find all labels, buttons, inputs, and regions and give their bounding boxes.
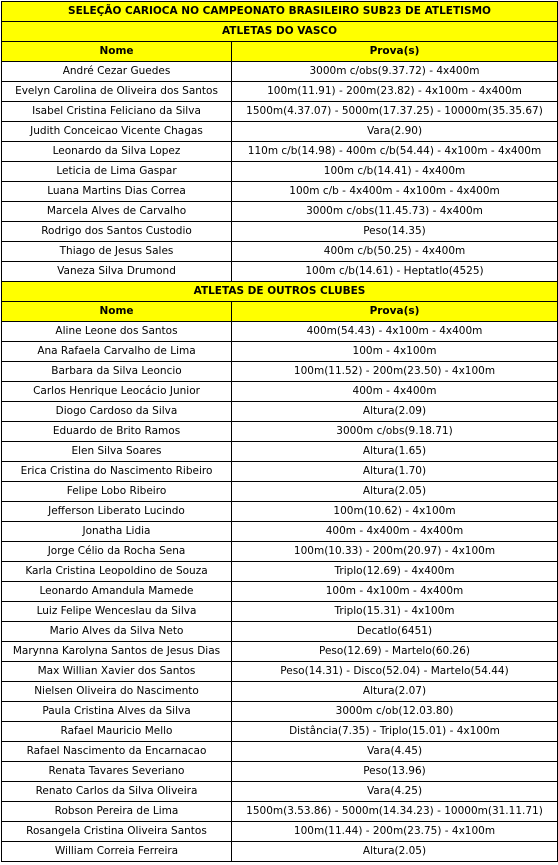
athlete-events: Altura(1.70) [232,462,558,482]
athlete-events: 100m c/b(14.61) - Heptatlo(4525) [232,262,558,282]
athlete-events: Triplo(12.69) - 4x400m [232,562,558,582]
athlete-name: Nielsen Oliveira do Nascimento [2,682,232,702]
athlete-events: Peso(13.96) [232,762,558,782]
table-row [2,522,558,542]
athlete-name: William Correia Ferreira [2,842,232,862]
athlete-events: 100m(11.44) - 200m(23.75) - 4x100m [232,822,558,842]
athlete-events: 3000m c/obs(9.18.71) [232,422,558,442]
table-row [2,642,558,662]
athlete-name: Judith Conceicao Vicente Chagas [2,122,232,142]
column-header-row [2,42,558,62]
athlete-events: 100m(10.62) - 4x100m [232,502,558,522]
table-row [2,562,558,582]
table-row [2,842,558,862]
athlete-name: Renato Carlos da Silva Oliveira [2,782,232,802]
table-row [2,542,558,562]
table-row [2,502,558,522]
table-row [2,222,558,242]
athlete-events: 110m c/b(14.98) - 400m c/b(54.44) - 4x100m - 4x400m [232,142,558,162]
athlete-events: Altura(2.05) [232,842,558,862]
athlete-events: Altura(2.09) [232,402,558,422]
athlete-name: Jonatha Lidia [2,522,232,542]
table-row [2,702,558,722]
column-header-name: Nome [2,302,232,322]
athlete-events: Vara(4.45) [232,742,558,762]
table-row [2,142,558,162]
athlete-name: Felipe Lobo Ribeiro [2,482,232,502]
athlete-name: Paula Cristina Alves da Silva [2,702,232,722]
athlete-events: 100m(11.91) - 200m(23.82) - 4x100m - 4x400m [232,82,558,102]
table-row [2,622,558,642]
athlete-events: 3000m c/obs(9.37.72) - 4x400m [232,62,558,82]
athlete-events: 100m(10.33) - 200m(20.97) - 4x100m [232,542,558,562]
athlete-events: 1500m(3.53.86) - 5000m(14.34.23) - 10000m(31.11.71) [232,802,558,822]
athlete-events: Altura(2.05) [232,482,558,502]
athlete-name: Vaneza Silva Drumond [2,262,232,282]
athlete-events: 400m c/b(50.25) - 4x400m [232,242,558,262]
athlete-name: Jorge Célio da Rocha Sena [2,542,232,562]
table-row [2,322,558,342]
athlete-name: Diogo Cardoso da Silva [2,402,232,422]
athlete-events: Peso(12.69) - Martelo(60.26) [232,642,558,662]
athlete-name: Robson Pereira de Lima [2,802,232,822]
table-row [2,802,558,822]
athlete-name: Rafael Mauricio Mello [2,722,232,742]
table-row [2,162,558,182]
athlete-events: Distância(7.35) - Triplo(15.01) - 4x100m [232,722,558,742]
athlete-name: Karla Cristina Leopoldino de Souza [2,562,232,582]
athlete-events: Altura(1.65) [232,442,558,462]
athlete-events: Vara(2.90) [232,122,558,142]
athlete-events: 100m(11.52) - 200m(23.50) - 4x100m [232,362,558,382]
athlete-name: Renata Tavares Severiano [2,762,232,782]
athlete-name: Rodrigo dos Santos Custodio [2,222,232,242]
athletes-table [1,1,558,862]
table-row [2,262,558,282]
athlete-name: Thiago de Jesus Sales [2,242,232,262]
athlete-name: Marcela Alves de Carvalho [2,202,232,222]
athlete-events: 1500m(4.37.07) - 5000m(17.37.25) - 10000m(35.35.67) [232,102,558,122]
table-row [2,442,558,462]
athlete-name: Luiz Felipe Wenceslau da Silva [2,602,232,622]
section-heading-row [2,282,558,302]
title-row [2,2,558,22]
athlete-events: 100m c/b - 4x400m - 4x100m - 4x400m [232,182,558,202]
athlete-events: 3000m c/obs(11.45.73) - 4x400m [232,202,558,222]
athlete-name: Erica Cristina do Nascimento Ribeiro [2,462,232,482]
table-row [2,602,558,622]
table-row [2,102,558,122]
athlete-name: Aline Leone dos Santos [2,322,232,342]
table-row [2,462,558,482]
table-row [2,342,558,362]
athlete-events: 3000m c/ob(12.03.80) [232,702,558,722]
table-row [2,782,558,802]
athlete-events: 100m - 4x100m - 4x400m [232,582,558,602]
athlete-name: Leticia de Lima Gaspar [2,162,232,182]
table-row [2,682,558,702]
table-row [2,722,558,742]
athlete-events: 400m - 4x400m [232,382,558,402]
athlete-name: Elen Silva Soares [2,442,232,462]
table-row [2,182,558,202]
athlete-events: Peso(14.31) - Disco(52.04) - Martelo(54.44) [232,662,558,682]
table-row [2,122,558,142]
table-row [2,242,558,262]
athlete-events: 100m c/b(14.41) - 4x400m [232,162,558,182]
table-row [2,202,558,222]
athlete-name: André Cezar Guedes [2,62,232,82]
athlete-name: Marynna Karolyna Santos de Jesus Dias [2,642,232,662]
athlete-name: Evelyn Carolina de Oliveira dos Santos [2,82,232,102]
page-title: SELEÇÃO CARIOCA NO CAMPEONATO BRASILEIRO SUB23 DE ATLETISMO [2,2,558,22]
athlete-name: Max Willian Xavier dos Santos [2,662,232,682]
table-row [2,422,558,442]
table-row [2,822,558,842]
athlete-name: Mario Alves da Silva Neto [2,622,232,642]
column-header-row [2,302,558,322]
column-header-event: Prova(s) [232,42,558,62]
column-header-name: Nome [2,42,232,62]
table-row [2,402,558,422]
athlete-name: Eduardo de Brito Ramos [2,422,232,442]
athlete-events: 400m(54.43) - 4x100m - 4x400m [232,322,558,342]
table-row [2,582,558,602]
table-row [2,62,558,82]
athlete-name: Jefferson Liberato Lucindo [2,502,232,522]
table-row [2,382,558,402]
athlete-events: Peso(14.35) [232,222,558,242]
athlete-name: Barbara da Silva Leoncio [2,362,232,382]
athlete-events: Altura(2.07) [232,682,558,702]
athlete-name: Isabel Cristina Feliciano da Silva [2,102,232,122]
section-heading: ATLETAS DE OUTROS CLUBES [2,282,558,302]
athlete-events: Vara(4.25) [232,782,558,802]
athlete-name: Carlos Henrique Leocácio Junior [2,382,232,402]
table-row [2,82,558,102]
table-row [2,762,558,782]
table-row [2,482,558,502]
athlete-events: Triplo(15.31) - 4x100m [232,602,558,622]
athlete-name: Rafael Nascimento da Encarnacao [2,742,232,762]
athlete-name: Luana Martins Dias Correa [2,182,232,202]
athlete-events: 100m - 4x100m [232,342,558,362]
column-header-event: Prova(s) [232,302,558,322]
athlete-name: Leonardo da Silva Lopez [2,142,232,162]
athlete-name: Leonardo Amandula Mamede [2,582,232,602]
table-row [2,662,558,682]
athlete-name: Rosangela Cristina Oliveira Santos [2,822,232,842]
section-heading-row [2,22,558,42]
table-row [2,742,558,762]
athlete-name: Ana Rafaela Carvalho de Lima [2,342,232,362]
athlete-events: 400m - 4x400m - 4x400m [232,522,558,542]
athlete-events: Decatlo(6451) [232,622,558,642]
section-heading: ATLETAS DO VASCO [2,22,558,42]
table-row [2,362,558,382]
